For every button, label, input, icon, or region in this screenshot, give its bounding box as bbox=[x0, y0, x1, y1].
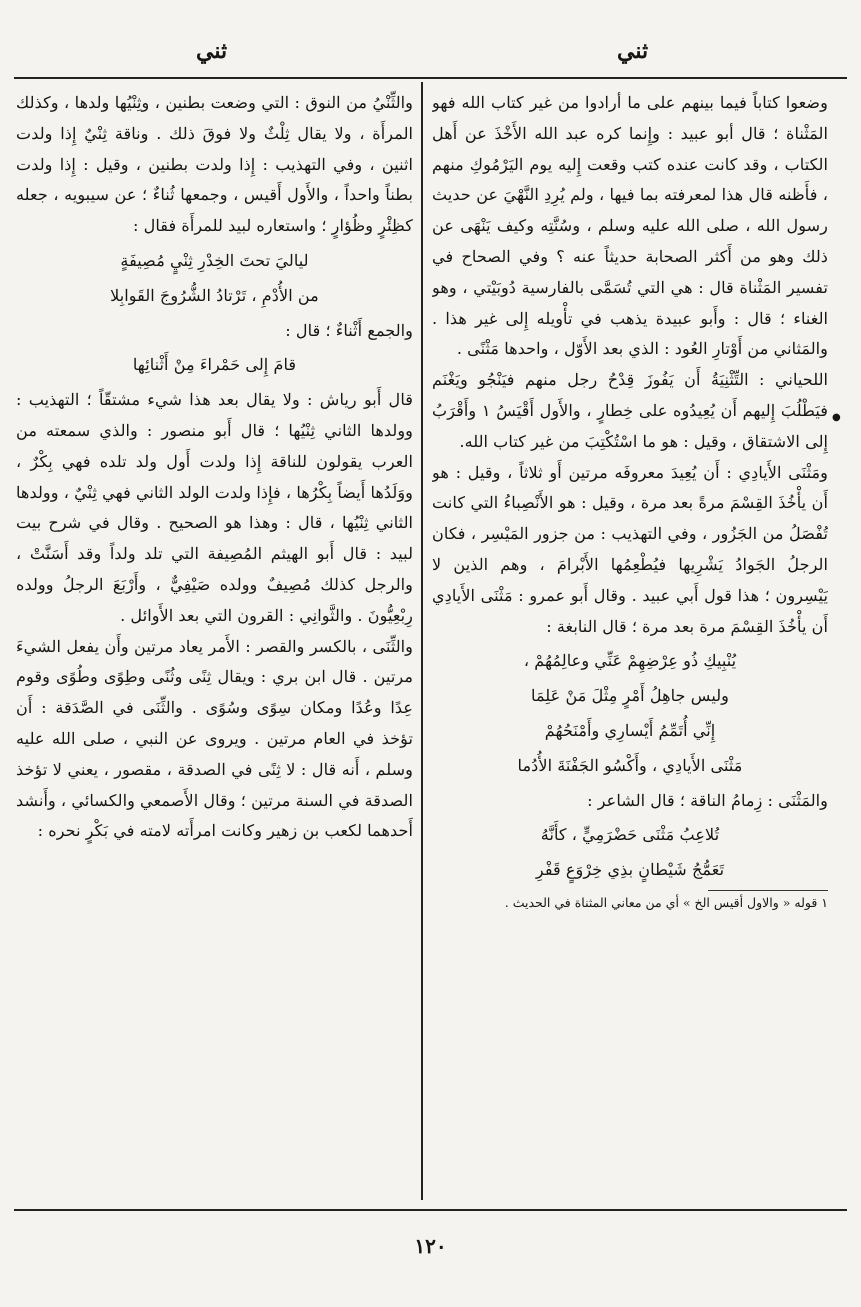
footnote-rule bbox=[708, 890, 828, 891]
paragraph: اللحياني : التِّثْنِيَةُ أَن يَفُوزَ قِدْحُ رجل منهم فيَنْجُو ويَغْنَم فيَطْلُبَ إِليهم أَن يُعِيدُوه على خِطارٍ ، والأَول أَقْيَسُ ١ وأَقْرَبُ إِلى الاشتقاق ، وقيل : هو ما اسْتُكْتِبَ من غير كتاب الله. bbox=[432, 370, 828, 451]
verse-line: وليس جاهِلُ أَمْرٍ مِثْلَ مَنْ عَلِمَا bbox=[531, 686, 729, 706]
verse-line: من الأُدْمِ ، تَرْتادُ الشُّرُوجَ القَوابِلا bbox=[110, 285, 319, 305]
verse-line: قامَ إِلى حَمْراءَ مِنْ أَثْنائِها bbox=[132, 355, 297, 375]
left-column bbox=[16, 88, 413, 1200]
page-header bbox=[0, 0, 861, 80]
verse-line: مَثْنَى الأَيادِي ، وأَكْسُو الجَفْنَةَ الأُدُما bbox=[517, 755, 743, 775]
verse-line: تُلاعِبُ مَثْنَى حَضْرَمِيٍّ ، كأَنَّهُ bbox=[540, 825, 720, 845]
verse-line: لياليَ تحتَ الخِدْرِ ثِنْيٍ مُصِيفَةٍ bbox=[120, 250, 309, 270]
paragraph: والثِّنَى ، بالكسر والقصر : الأَمر يعاد مرتين وأَن يفعل الشيءَ مرتين . قال ابن بري : ويقال ثِنًى وثُنًى وطِوًى وطُوًى وقوم عِدًا وعُدًا ومكان سِوًى وسُوًى . والثِّنَى في الصَّدَقة : أَن تؤخذ في العام مرتين . ويروى عن النبي ، صلى الله عليه وسلم ، أَنه قال : لا ثِنًى في الصدقة ، مقصور ، يعني لا تؤخذ الصدقة في السنة مرتين ؛ وقال الأَصمعي والكسائي ، وأَنشد أَحدهما لكعب بن زهير وكانت امرأَته لامته في بَكْرٍ نحره : bbox=[16, 636, 413, 841]
footnote: ١ قوله « والاول أقيس الخ » أي من معاني المثناة في الحديث . bbox=[504, 894, 828, 910]
verse-line: يُنْبِيكِ ذُو عِرْضِهِمْ عَنِّي وعالِمُهُمْ ، bbox=[523, 651, 737, 671]
column-divider bbox=[421, 82, 423, 1200]
verse-block bbox=[16, 246, 413, 312]
paragraph: والمَثْنَى : زِمامُ الناقة ؛ قال الشاعر : bbox=[587, 790, 828, 810]
paragraph: قال أَبو رياش : ولا يقال بعد هذا شيء مشتقّاً ؛ التهذيب : وولدها الثاني ثِنْيُها ؛ قال أَبو منصور : والذي سمعته من العرب يقولون للناقة إِذا ولدت أَول ولد تلده فهي بِكْرٌ ، ووَلَدُها أَيضاً بِكْرُها ، فإِذا ولدت الولد الثاني فهي ثِنْيٌ ، وولدها الثاني ثِنْيُها ، قال : وهذا هو الصحيح . وقال في شرح بيت لبيد : قال أَبو الهيثم المُصِيفة التي تلد ولداً وقد أَسَنَّتْ ، والرجل كذلك مُصِيفٌ وولده صَيْفِيٌّ ، وأَرْبَعَ الرجلُ وولده رِبْعِيُّونَ . والثَّوانِي : القرون التي بعد الأَوائل . bbox=[16, 390, 413, 625]
paragraph: ومَثْنَى الأَيادِي : أَن يُعِيدَ معروفَه مرتين أَو ثلاثاً ، وقيل : هو أَن يأْخُذَ القِسْمَ مرةً بعد مرة ، وقيل : هو الأَنْصِباءُ التي كانت تُفْصَلُ من الجَزُور ، وفي التهذيب : من جزور المَيْسِر ، فكان الرجلُ الجَوادُ يَشْرِيها فيُطْعِمُها الأَبْرامَ ، وهم الذين لا يَيْسِرون ؛ هذا قول أَبي عبيد . وقال أَبو عمرو : مَثْنَى الأَيادِي أَن يأْخُذَ القِسْمَ مرة بعد مرة ؛ قال النابغة : bbox=[432, 462, 828, 636]
right-column bbox=[432, 88, 828, 1200]
verse-line: تَعَمُّجُ شَيْطانٍ بذِي خِرْوَعٍ قَفْرِ bbox=[535, 860, 725, 880]
footer-rule bbox=[14, 1209, 847, 1211]
verse-block bbox=[432, 646, 828, 781]
verse-line: إِنِّي أُتَمِّمُ أَيْسارِي وأَمْنَحُهُمْ bbox=[544, 720, 716, 740]
page-number: ١٢٠ bbox=[414, 1234, 447, 1258]
margin-dot: ● bbox=[832, 412, 841, 423]
header-word-right: ثني bbox=[617, 38, 649, 64]
header-rule bbox=[14, 77, 847, 79]
paragraph: والثِّنْيُ من النوق : التي وضعت بطنين ، وثِنْيُها ولدها ، وكذلك المرأَة ، ولا يقال ثِلْثٌ ولا فوقَ ذلك . وناقة ثِنْيٌ إِذا ولدت اثنين ، وفي التهذيب : إِذا ولدت بطنين ، وقيل : إِذا ولدت بطناً واحداً ، والأَول أَقيس ، وجمعها ثُناءٌ ؛ عن سيبويه ، جعله كظِئْرٍ وظُؤارٍ ؛ واستعاره لبيد للمرأَة فقال : bbox=[16, 93, 413, 236]
verse-block bbox=[432, 820, 828, 886]
header-word-left: ثني bbox=[196, 38, 228, 64]
paragraph: وضعوا كتاباً فيما بينهم على ما أرادوا من غير كتاب الله فهو المَثْناة ؛ قال أبو عبيد : وإِنما كره عبد الله الأَخْذَ عن أَهل الكتاب ، وقد كانت عنده كتب وقعت إِليه يوم اليَرْمُوكِ منهم ، فأَظنه قال هذا لمعرفته بما فيها ، ولم يُرِدِ النَّهْيَ عن حديث رسول الله ، صلى الله عليه وسلم ، وسُنَّتِه وكيف يَنْهَى عن ذلك وهو من أَكثر الصحابة حديثاً عنه ؟ وفي الصحاح في تفسير المَثْناة قال : هي التي تُسَمَّى بالفارسية دُوبَيْتي ، وهو الغناء ؛ قال : وأَبو عبيدة يذهب في تأْويله إِلى غير هذا . والمَثاني من أَوْتارِ العُود : الذي بعد الأَوّل ، واحدها مَثْنًى . bbox=[432, 93, 828, 359]
paragraph: والجمع أَثْناءٌ ؛ قال : bbox=[285, 320, 413, 340]
